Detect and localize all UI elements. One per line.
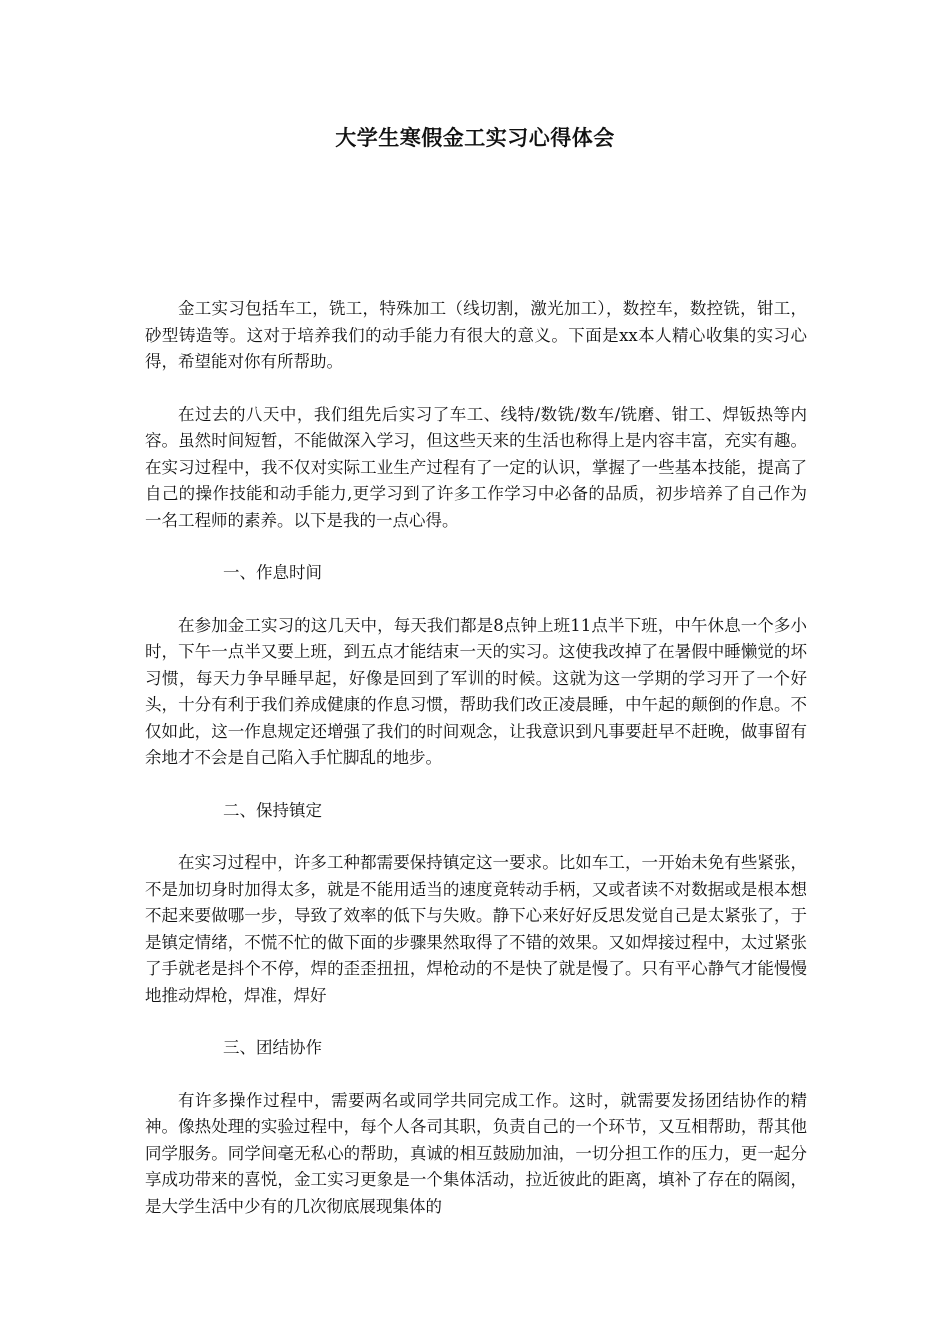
section-heading-teamwork: 三、团结协作	[223, 1038, 322, 1057]
document-body	[145, 296, 807, 1246]
section-text-composure: 在实习过程中，许多工种都需要保持镇定这一要求。比如车工，一开始未免有些紧张，不是加切身时加得太多，就是不能用适当的速度竟转动手柄，又或者读不对数据或是根本想不起来要做哪一步，导致了效率的低下与失败。静下心来好好反思发觉自己是太紧张了，于是镇定情绪，不慌不忙的做下面的步骤果然取得了不错的效果。又如焊接过程中，太过紧张了手就老是抖个不停，焊的歪歪扭扭，焊枪动的不是快了就是慢了。只有平心静气才能慢慢地推动焊枪，焊准，焊好	[145, 853, 807, 1005]
section-heading-composure: 二、保持镇定	[223, 800, 322, 820]
document-title: 大学生寒假金工实习心得体会	[335, 125, 615, 150]
overview-paragraph: 在过去的八天中，我们组先后实习了车工、线特/数铣/数车/铣磨、钳工、焊钣热等内容。虽然时间短暂，不能做深入学习，但这些天来的生活也称得上是内容丰富，充实有趣。在实习过程中，我不仅对实际工业生产过程有了一定的认识，掌握了一些基本技能，提高了自己的操作技能和动手能力,更学习到了许多工作学习中必备的品质，初步培养了自己作为一名工程师的素养。以下是我的一点心得。	[145, 404, 807, 530]
section-text-schedule: 在参加金工实习的这几天中，每天我们都是8点钟上班11点半下班，中午休息一个多小时，下午一点半又要上班，到五点才能结束一天的实习。这使我改掉了在暑假中睡懒觉的坏习惯，每天力争早睡早起，好像是回到了军训的时候。这就为这一学期的学习开了一个好头，十分有利于我们养成健康的作息习惯，帮助我们改正凌晨睡，中午起的颠倒的作息。不仅如此，这一作息规定还增强了我们的时间观念，让我意识到凡事要赶早不赶晚，做事留有余地才不会是自己陷入手忙脚乱的地步。	[145, 615, 807, 767]
section-text-teamwork: 有许多操作过程中，需要两名或同学共同完成工作。这时，就需要发扬团结协作的精神。像热处理的实验过程中，每个人各司其职，负责自己的一个环节，又互相帮助，帮其他同学服务。同学间毫无私心的帮助，真诚的相互鼓励加油，一切分担工作的压力，更一起分享成功带来的喜悦，金工实习更象是一个集体活动，拉近彼此的距离，填补了存在的隔阂，是大学生活中少有的几次彻底展现集体的	[145, 1090, 807, 1216]
section-heading-schedule: 一、作息时间	[223, 563, 322, 582]
intro-paragraph: 金工实习包括车工，铣工，特殊加工（线切割，激光加工），数控车，数控铣，钳工，砂型铸造等。这对于培养我们的动手能力有很大的意义。下面是xx本人精心收集的实习心得，希望能对你有所帮助。	[145, 299, 807, 371]
